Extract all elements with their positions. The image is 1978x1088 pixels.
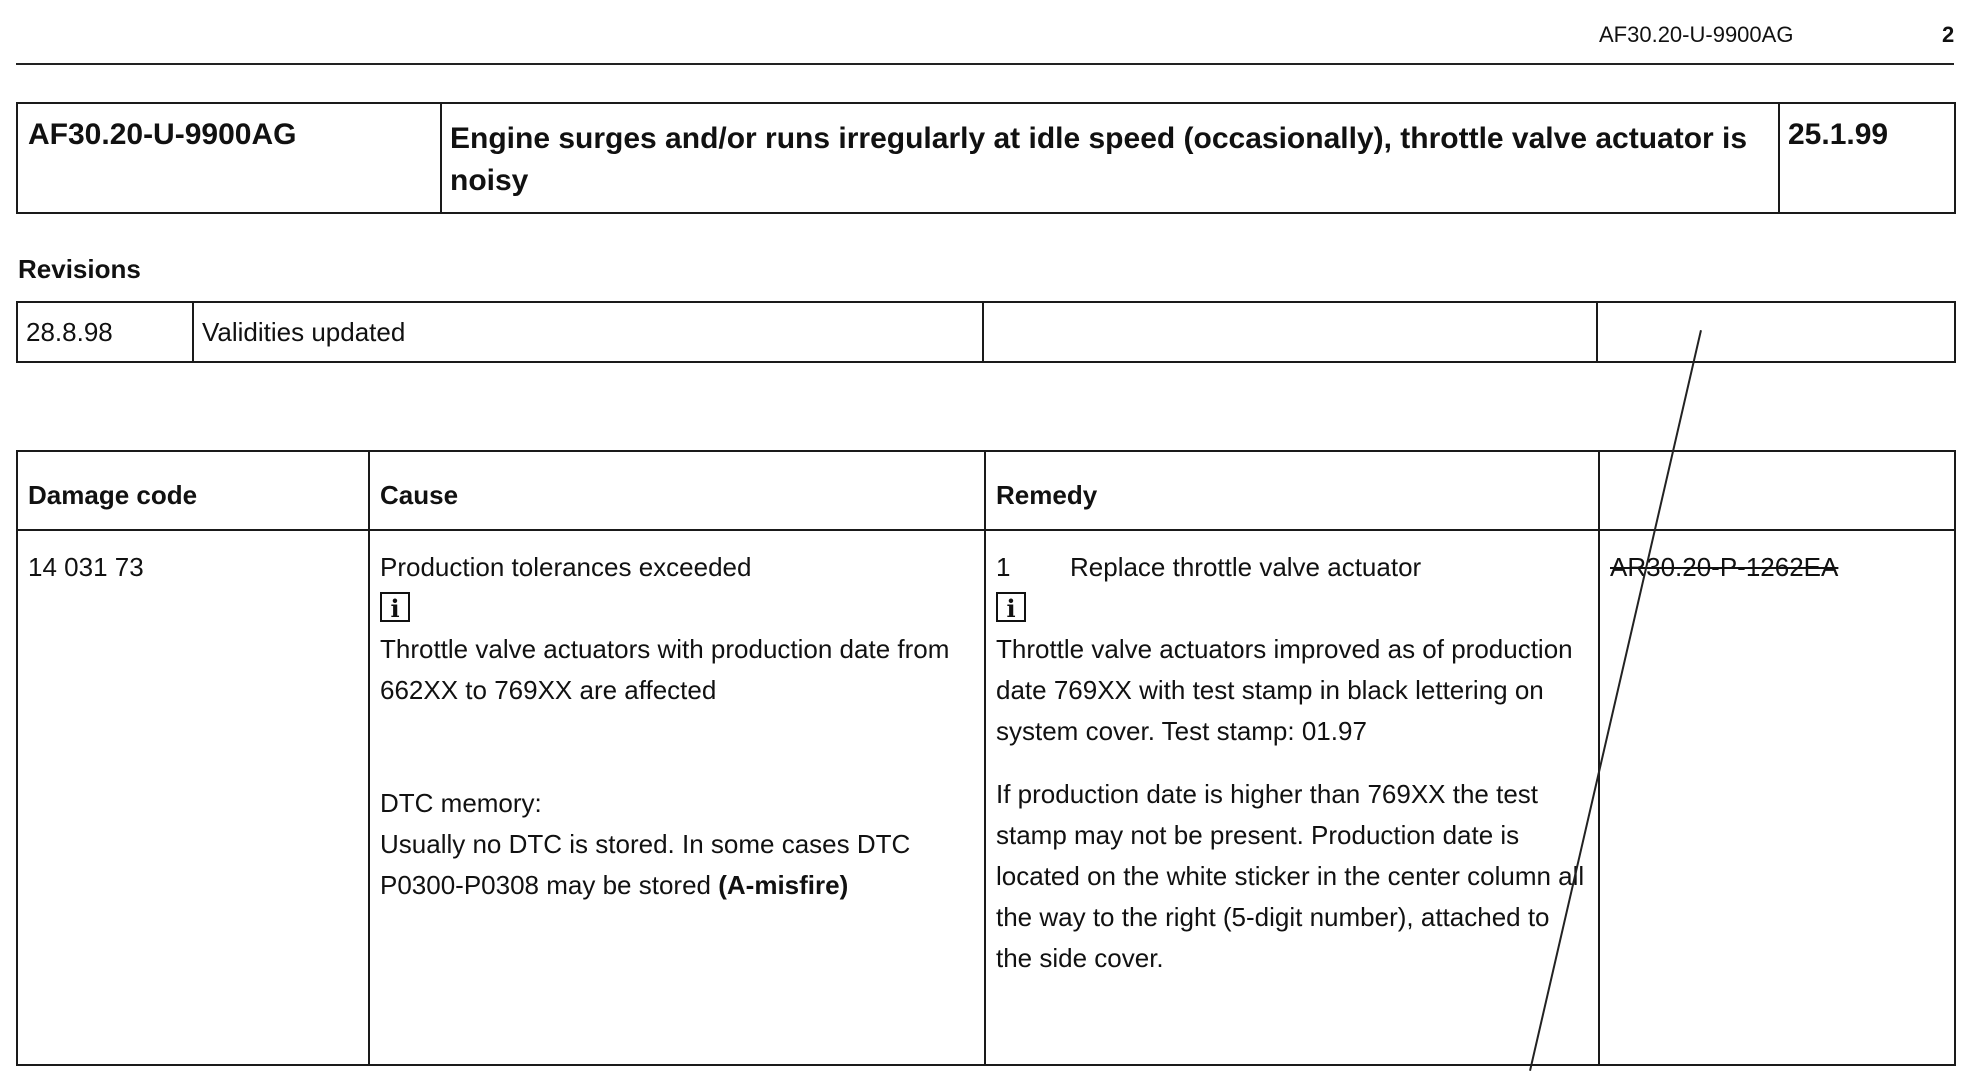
- revision-row: [17, 302, 1955, 362]
- title-date: 25.1.99: [1779, 103, 1955, 213]
- dtc-text-body: Usually no DTC is stored. In some cases DTC P0300-P0308 may be stored: [380, 829, 911, 900]
- info-icon[interactable]: i: [380, 592, 410, 622]
- revisions-heading: Revisions: [18, 254, 141, 284]
- revision-text: Validities updated: [193, 302, 983, 362]
- dtc-bold-note: (A-misfire): [718, 870, 849, 900]
- title-code: AF30.20-U-9900AG: [17, 103, 441, 213]
- title-text: Engine surges and/or runs irregularly at idle speed (occasionally), throttle valve actuator is noisy: [441, 103, 1779, 213]
- remedy-paragraph-1: Throttle valve actuators improved as of production date 769XX with test stamp in black lettering on system cover. Test stamp: 01.97: [996, 634, 1573, 746]
- header-cause: Cause: [369, 451, 985, 530]
- remedy-step-text: Replace throttle valve actuator: [1070, 552, 1422, 582]
- header-reference: [1599, 451, 1955, 530]
- revision-empty-cell: [1597, 302, 1955, 362]
- damage-code-cell: [17, 530, 369, 1065]
- page-number: 2: [1942, 22, 1955, 47]
- header-rule: [16, 63, 1954, 65]
- remedy-step: [996, 547, 1588, 588]
- table-row: [17, 530, 1955, 1065]
- document-code: AF30.20-U-9900AG: [1599, 22, 1794, 47]
- dtc-text: [380, 824, 974, 906]
- cause-title: Production tolerances exceeded: [380, 552, 752, 582]
- revision-date: 28.8.98: [17, 302, 193, 362]
- dtc-label: DTC memory:: [380, 788, 542, 818]
- reference-cell: [1599, 530, 1955, 1065]
- revision-empty-cell: [983, 302, 1597, 362]
- remedy-cell: [985, 530, 1599, 1065]
- info-icon[interactable]: i: [996, 592, 1026, 622]
- title-table: [16, 102, 1956, 214]
- damage-table: [16, 450, 1956, 1066]
- header-remedy: Remedy: [985, 451, 1599, 530]
- damage-code: 14 031 73: [28, 552, 144, 582]
- header-damage-code: Damage code: [17, 451, 369, 530]
- reference-link[interactable]: AR30.20-P-1262EA: [1610, 552, 1839, 582]
- revisions-table: [16, 301, 1956, 363]
- remedy-step-number: 1: [996, 552, 1011, 582]
- remedy-paragraph-2: If production date is higher than 769XX the test stamp may not be present. Production date is located on the white sticker in the center column all the way to the right (5-digit number), attached to the side cover.: [996, 779, 1585, 973]
- cause-cell: [369, 530, 985, 1065]
- cause-detail: Throttle valve actuators with production date from 662XX to 769XX are affected: [380, 634, 950, 705]
